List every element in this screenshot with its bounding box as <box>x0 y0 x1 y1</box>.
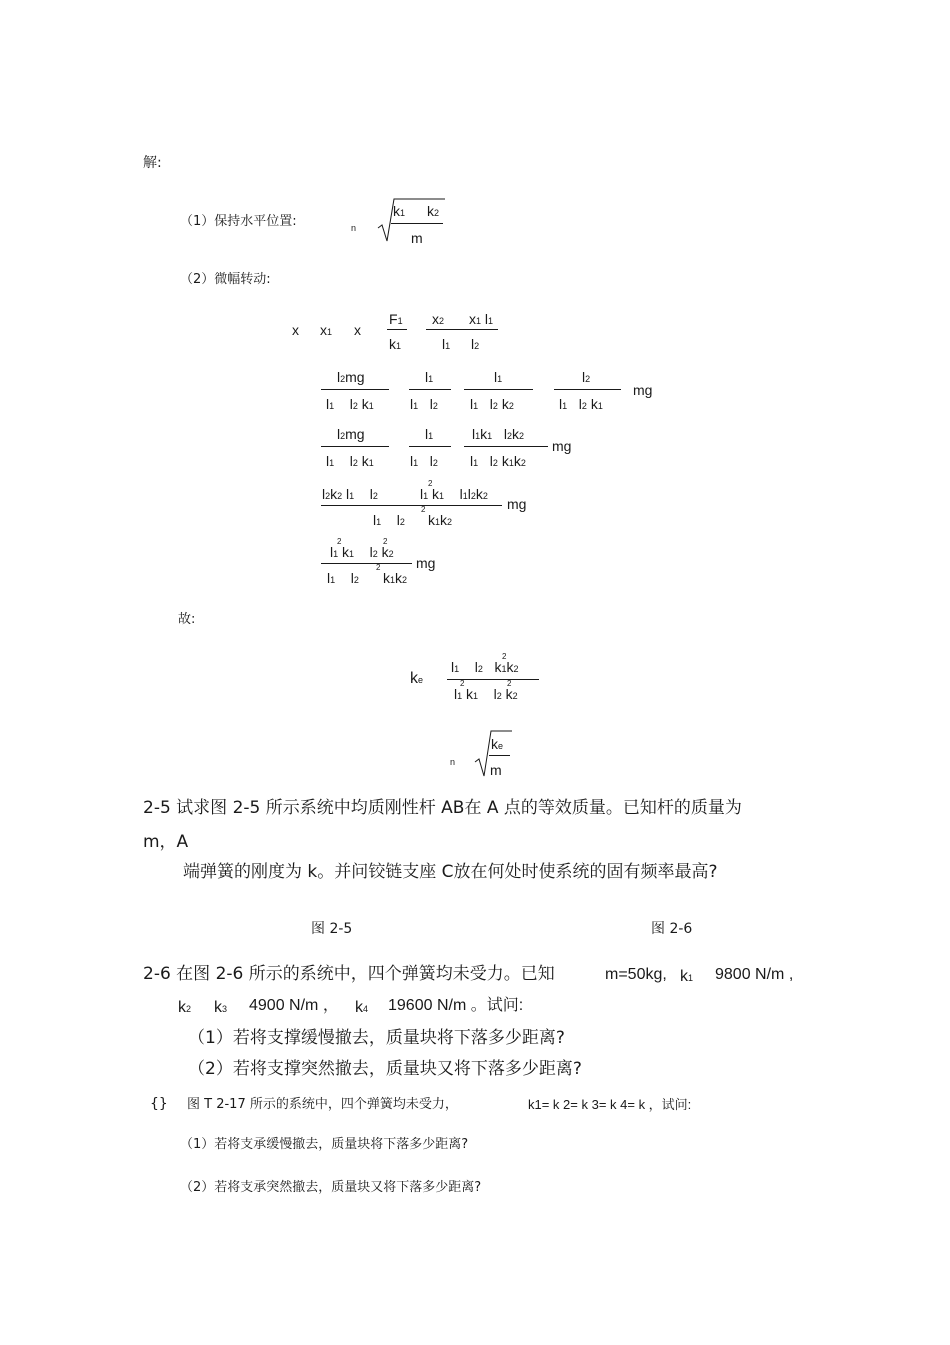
k4-value: 19600 N/m 。试问: <box>388 997 524 1014</box>
mass-value: m=50kg, <box>605 966 667 983</box>
figure-2-6-caption: 图 2-6 <box>651 921 693 937</box>
problem-2-6-line-1: 2-6 在图 2-6 所示的系统中，四个弹簧均未受力。已知 <box>143 964 555 984</box>
problem-2-6-question-1: （1）若将支撑缓慢撤去，质量块将下落多少距离? <box>188 1028 565 1048</box>
k1-symbol: k1 <box>680 968 694 985</box>
k4-symbol: k4 <box>355 999 369 1016</box>
therefore-label: 故: <box>178 612 196 627</box>
brace-marker: {} <box>150 1096 168 1112</box>
k2-k3-value: 4900 N/m ， <box>249 997 339 1014</box>
k-relation: k1= k 2= k 3= k 4= k ，试问: <box>528 1097 692 1112</box>
problem-t2-17-question-1: （1）若将支承缓慢撤去，质量块将下落多少距离? <box>180 1137 469 1152</box>
problem-2-5-line-2: m，A <box>143 832 189 852</box>
k2-symbol: k2 <box>178 999 192 1016</box>
problem-t2-17-text: 图 T 2-17 所示的系统中，四个弹簧均未受力， <box>187 1097 458 1112</box>
figure-2-5-caption: 图 2-5 <box>311 921 353 937</box>
case-rotation-label: （2）微幅转动: <box>180 272 271 287</box>
problem-t2-17-question-2: （2）若将支承突然撤去，质量块又将下落多少距离? <box>180 1180 482 1195</box>
case-horizontal-label: （1）保持水平位置: <box>180 214 297 229</box>
solution-label: 解: <box>143 155 162 171</box>
problem-2-5-line-1: 2-5 试求图 2-5 所示系统中均质刚性杆 AB在 A 点的等效质量。已知杆的质量为 <box>143 798 742 818</box>
problem-2-5-line-3: 端弹簧的刚度为 k。并问铰链支座 C放在何处时使系统的固有频率最高? <box>183 862 718 882</box>
k3-symbol: k3 <box>214 999 228 1016</box>
problem-2-6-question-2: （2）若将支撑突然撤去，质量块又将下落多少距离? <box>188 1059 582 1079</box>
k1-value: 9800 N/m , <box>715 966 794 983</box>
